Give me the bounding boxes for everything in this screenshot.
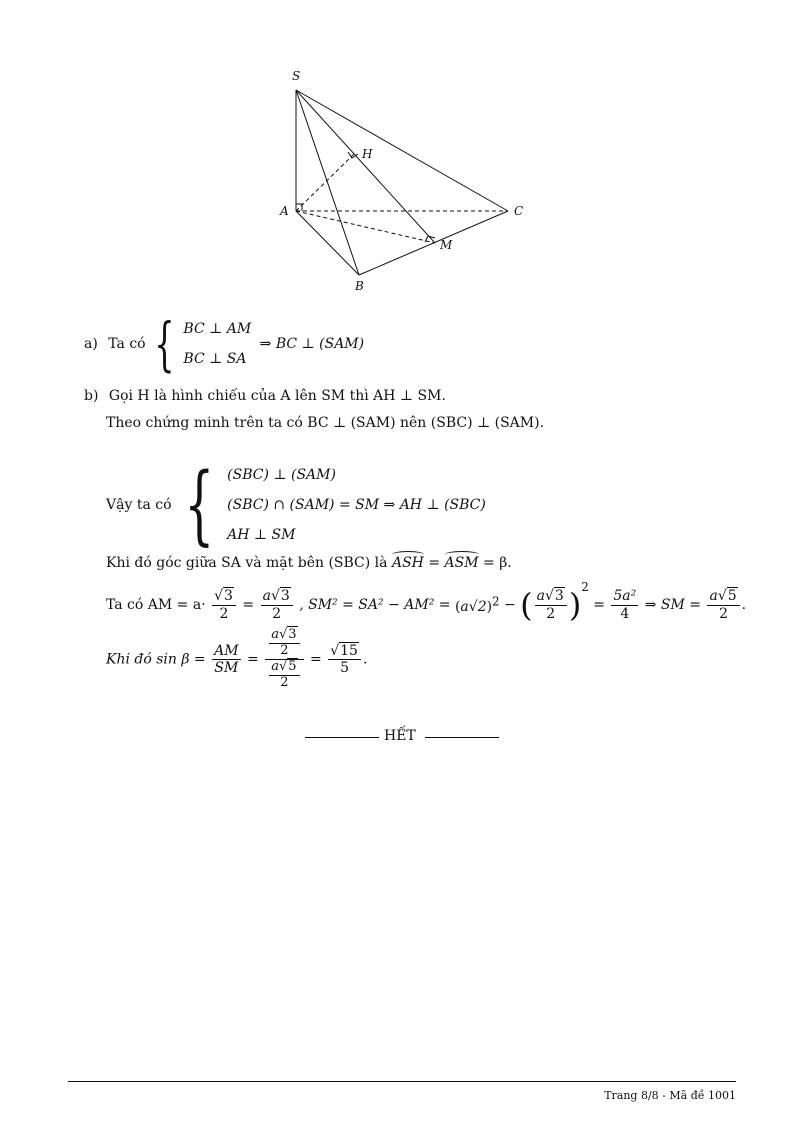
label-C: C bbox=[514, 204, 524, 218]
two: 2 bbox=[272, 605, 282, 622]
part-a bbox=[84, 310, 365, 378]
part-b-marker: b) bbox=[84, 388, 99, 404]
a: a bbox=[709, 588, 718, 605]
equals: = bbox=[310, 651, 322, 668]
a: a bbox=[536, 588, 545, 605]
period: . bbox=[741, 597, 747, 613]
five: 5 bbox=[340, 659, 350, 676]
label-A: A bbox=[280, 204, 289, 218]
brace: { bbox=[154, 310, 175, 378]
label-H: H bbox=[362, 147, 373, 161]
equals: = bbox=[593, 597, 605, 613]
equals: = bbox=[242, 597, 255, 613]
part-a-sys2: BC ⊥ SA bbox=[183, 351, 247, 367]
a: a bbox=[271, 627, 279, 642]
sm-expr: , SM² = SA² − AM² = bbox=[299, 597, 451, 613]
square: 2 bbox=[581, 580, 589, 594]
part-b-system bbox=[106, 455, 486, 555]
two: 2 bbox=[280, 642, 289, 658]
label-M: M bbox=[440, 238, 453, 252]
part-b-line1-text: Gọi H là hình chiếu của A lên SM thì AH ⊥ SM. bbox=[108, 388, 446, 404]
sqrt15: 15 bbox=[340, 642, 358, 659]
sin-intro: Khi đó sin β = bbox=[106, 651, 206, 668]
part-b-sys2: (SBC) ∩ (SAM) = SM ⇒ AH ⊥ (SBC) bbox=[227, 497, 486, 513]
angle-text: Khi đó góc giữa SA và mặt bên (SBC) là bbox=[106, 555, 388, 571]
a-sqrt2: a√2 bbox=[460, 599, 487, 616]
sqrt3: 3 bbox=[288, 627, 297, 642]
four: 4 bbox=[620, 605, 630, 622]
part-a-sys1: BC ⊥ AM bbox=[183, 321, 252, 337]
part-a-intro: Ta có bbox=[108, 336, 146, 352]
label-S: S bbox=[292, 69, 301, 83]
footer-page-info: Trang 8/8 - Mã đề 1001 bbox=[604, 1089, 736, 1102]
angle-line bbox=[106, 555, 512, 571]
angle-ASM: ASM bbox=[444, 555, 479, 571]
a: a bbox=[262, 588, 271, 605]
brace: { bbox=[184, 455, 215, 555]
am-sm-line: Ta có AM = a· $\frac{√3}{2}$ = $\frac{a√3}{2}$ , $SM^2 = SA^2 - AM^2 = (a√2)^2$ − ( $\frac{a√3}{2}$ )$^2$ = $\frac{\text{5a²}}{4}$ ⇒ SM = $\frac{a√5}{2}$ . bbox=[106, 580, 747, 624]
sqrt3: 3 bbox=[554, 588, 564, 605]
a: a bbox=[271, 658, 279, 674]
two: 2 bbox=[719, 605, 729, 622]
sqrt5: 5 bbox=[727, 588, 737, 605]
am-intro: Ta có AM = a· bbox=[106, 597, 206, 613]
SM: SM bbox=[214, 659, 239, 676]
pyramid-figure bbox=[270, 62, 540, 302]
part-b-line1 bbox=[84, 388, 446, 404]
two: 2 bbox=[280, 674, 289, 690]
sqrt5: 5 bbox=[288, 658, 297, 674]
part-b-intro: Vậy ta có bbox=[106, 497, 172, 513]
equals: = bbox=[247, 651, 259, 668]
part-b-sys3: AH ⊥ SM bbox=[227, 527, 296, 543]
part-b-sys1: (SBC) ⊥ (SAM) bbox=[227, 467, 336, 483]
minus: − bbox=[503, 597, 516, 613]
end-rule-left bbox=[305, 737, 379, 738]
part-b-line2: Theo chứng minh trên ta có BC ⊥ (SAM) nên (SBC) ⊥ (SAM). bbox=[106, 415, 545, 431]
angle-end: = β. bbox=[483, 555, 512, 571]
equals: = bbox=[428, 555, 441, 571]
footer-rule bbox=[68, 1081, 736, 1082]
sqrt3: 3 bbox=[280, 588, 290, 605]
end-rule-right bbox=[425, 737, 499, 738]
AM: AM bbox=[214, 642, 239, 659]
five-a2: 5a² bbox=[613, 588, 637, 605]
period: . bbox=[362, 651, 368, 668]
implies-sm: ⇒ SM = bbox=[644, 597, 701, 613]
square: 2 bbox=[492, 594, 500, 609]
label-B: B bbox=[355, 279, 364, 293]
end-mark: HẾT bbox=[384, 728, 416, 744]
angle-ASH: ASH bbox=[391, 555, 424, 571]
sin-line: Khi đó sin β = $\frac{AM}{SM}$ = $\frac{\frac{a√3}{2}}{\frac{a√5}{2}}$ = $\frac{√15}{5}$ . bbox=[106, 627, 368, 690]
sqrt3: 3 bbox=[224, 588, 233, 605]
part-a-marker: a) bbox=[84, 336, 98, 352]
two: 2 bbox=[219, 605, 229, 622]
two: 2 bbox=[546, 605, 556, 622]
part-a-result: ⇒ BC ⊥ (SAM) bbox=[259, 336, 365, 352]
